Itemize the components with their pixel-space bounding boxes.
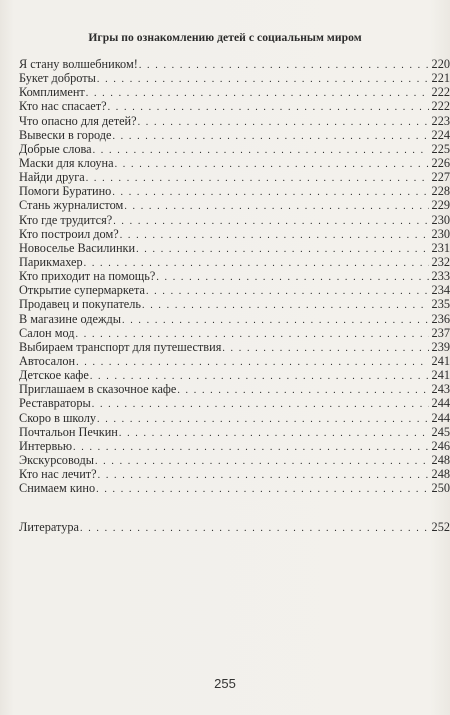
toc-entry-title: Литература <box>19 520 80 534</box>
toc-page-number: 228 <box>431 184 450 199</box>
toc-row <box>19 213 450 227</box>
toc-row <box>19 368 450 382</box>
toc-page-number: 241 <box>431 353 450 368</box>
toc-row <box>19 156 450 170</box>
toc-entry-title: Помоги Буратино <box>19 184 112 199</box>
toc-entry-title: Приглашаем в сказочное кафе <box>19 382 177 397</box>
toc-row <box>19 354 450 368</box>
toc-row <box>19 241 450 255</box>
dot-leader <box>138 116 429 128</box>
toc-page-number: 233 <box>431 269 450 284</box>
toc-entry-title: Продавец и покупатель <box>19 297 142 312</box>
toc-row <box>19 439 450 453</box>
dot-leader <box>222 342 429 354</box>
toc-entry-title: Что опасно для детей? <box>19 113 137 128</box>
toc-row <box>19 71 450 85</box>
toc-row <box>19 453 450 467</box>
dot-leader <box>84 257 429 269</box>
dot-leader <box>113 215 429 227</box>
toc-entry-title: Выбираем транспорт для путешествия <box>19 339 222 354</box>
toc-page-number: 222 <box>431 99 450 114</box>
toc-page-number: 248 <box>431 452 450 467</box>
toc-page-number: 243 <box>431 382 450 397</box>
toc-page-number: 222 <box>431 85 450 100</box>
dot-leader <box>86 87 429 99</box>
dot-leader <box>73 441 429 453</box>
toc-page-number: 225 <box>431 141 450 156</box>
toc-row <box>19 396 450 410</box>
toc-page-number: 220 <box>431 57 450 71</box>
toc-page-number: 223 <box>431 113 450 128</box>
dot-leader <box>142 299 429 311</box>
literature-entry <box>19 520 450 534</box>
dot-leader <box>93 144 429 156</box>
dot-leader <box>124 200 429 212</box>
toc-entry-title: Стань журналистом <box>19 198 124 213</box>
dot-leader <box>86 172 429 184</box>
dot-leader <box>97 413 429 425</box>
toc-page-number: 250 <box>431 481 450 496</box>
toc-page-number: 224 <box>431 127 450 142</box>
toc-entry-title: Снимаем кино <box>19 481 96 496</box>
dot-leader <box>119 427 429 439</box>
dot-leader <box>95 455 429 467</box>
toc-entry-title: Комплимент <box>19 85 85 100</box>
dot-leader <box>108 101 429 113</box>
dot-leader <box>92 398 429 410</box>
toc-page-number: 234 <box>431 283 450 298</box>
toc-page-number: 246 <box>431 438 450 453</box>
toc-row <box>19 255 450 269</box>
dot-leader <box>80 522 429 534</box>
toc-page-number: 237 <box>431 325 450 340</box>
toc-page-number: 244 <box>431 396 450 411</box>
toc-row <box>19 425 450 439</box>
toc-page-number: 248 <box>431 467 450 482</box>
toc-page-number: 231 <box>431 240 450 255</box>
toc-entry-title: Автосалон <box>19 353 76 368</box>
toc-entry-title: В магазине одежды <box>19 311 122 326</box>
dot-leader <box>112 130 429 142</box>
dot-leader <box>112 186 429 198</box>
toc-page-number: 229 <box>431 198 450 213</box>
toc-entry-title: Реставраторы <box>19 396 91 411</box>
toc-entry-title: Вывески в городе <box>19 127 112 142</box>
toc-row <box>19 198 450 212</box>
toc-entry-title: Открытие супермаркета <box>19 283 145 298</box>
toc-row <box>19 467 450 481</box>
toc-row <box>19 283 450 297</box>
dot-leader <box>156 271 429 283</box>
toc-entry-title: Детское кафе <box>19 368 89 383</box>
toc-row <box>19 382 450 396</box>
toc-page-number: 245 <box>431 424 450 439</box>
dot-leader <box>136 243 429 255</box>
toc-entry-title: Кто нас спасает? <box>19 99 107 114</box>
toc-entry-title: Маски для клоуна <box>19 155 114 170</box>
toc-page-number: 221 <box>431 71 450 86</box>
toc-entry-title: Новоселье Василинки <box>19 240 136 255</box>
toc-page-number: 226 <box>431 155 450 170</box>
toc-row <box>19 184 450 198</box>
dot-leader <box>97 73 429 85</box>
toc-row <box>19 57 450 71</box>
toc-row <box>19 297 450 311</box>
toc-entry-title: Кто где трудится? <box>19 212 113 227</box>
toc-entry-title: Экскурсоводы <box>19 452 94 467</box>
toc-page-number: 252 <box>431 520 450 534</box>
dot-leader <box>76 328 429 340</box>
toc-entry-title: Скоро в школу <box>19 410 97 425</box>
toc-entry-title: Кто построил дом? <box>19 226 119 241</box>
dot-leader <box>115 158 429 170</box>
toc-page-number: 236 <box>431 311 450 326</box>
toc-row <box>19 99 450 113</box>
toc-row <box>19 326 450 340</box>
toc-row <box>19 85 450 99</box>
page-number: 255 <box>214 676 236 691</box>
toc-entry-title: Кто приходит на помощь? <box>19 269 156 284</box>
dot-leader <box>122 314 429 326</box>
toc-entry-title: Интервью <box>19 438 73 453</box>
section-title: Игры по ознакомлению детей с социальным миром <box>88 31 362 44</box>
dot-leader <box>177 384 429 396</box>
toc-page-number: 244 <box>431 410 450 425</box>
toc-row <box>19 481 450 495</box>
toc-row <box>19 128 450 142</box>
dot-leader <box>139 59 429 71</box>
dot-leader <box>98 469 429 481</box>
toc-row <box>19 312 450 326</box>
dot-leader <box>120 229 429 241</box>
table-of-contents <box>19 57 450 495</box>
toc-entry-title: Найди друга <box>19 170 85 185</box>
toc-row <box>19 170 450 184</box>
toc-entry-title: Добрые слова <box>19 141 92 156</box>
toc-page-number: 227 <box>431 170 450 185</box>
toc-row <box>19 411 450 425</box>
toc-page-number: 239 <box>431 339 450 354</box>
dot-leader <box>76 356 429 368</box>
toc-row <box>19 340 450 354</box>
dot-leader <box>146 285 429 297</box>
toc-entry-title: Кто нас лечит? <box>19 467 97 482</box>
toc-entry-title: Я стану волшебником! <box>19 57 138 71</box>
toc-row <box>19 227 450 241</box>
dot-leader <box>90 370 429 382</box>
toc-page-number: 241 <box>431 368 450 383</box>
toc-row-literature <box>19 520 450 534</box>
toc-page-number: 230 <box>431 226 450 241</box>
toc-entry-title: Почтальон Печкин <box>19 424 118 439</box>
toc-entry-title: Букет доброты <box>19 71 96 86</box>
toc-page-number: 235 <box>431 297 450 312</box>
toc-row <box>19 142 450 156</box>
toc-page-number: 230 <box>431 212 450 227</box>
toc-entry-title: Парикмахер <box>19 254 83 269</box>
toc-entry-title: Салон мод <box>19 325 75 340</box>
dot-leader <box>96 483 429 495</box>
toc-page-number: 232 <box>431 254 450 269</box>
toc-row <box>19 269 450 283</box>
toc-row <box>19 114 450 128</box>
